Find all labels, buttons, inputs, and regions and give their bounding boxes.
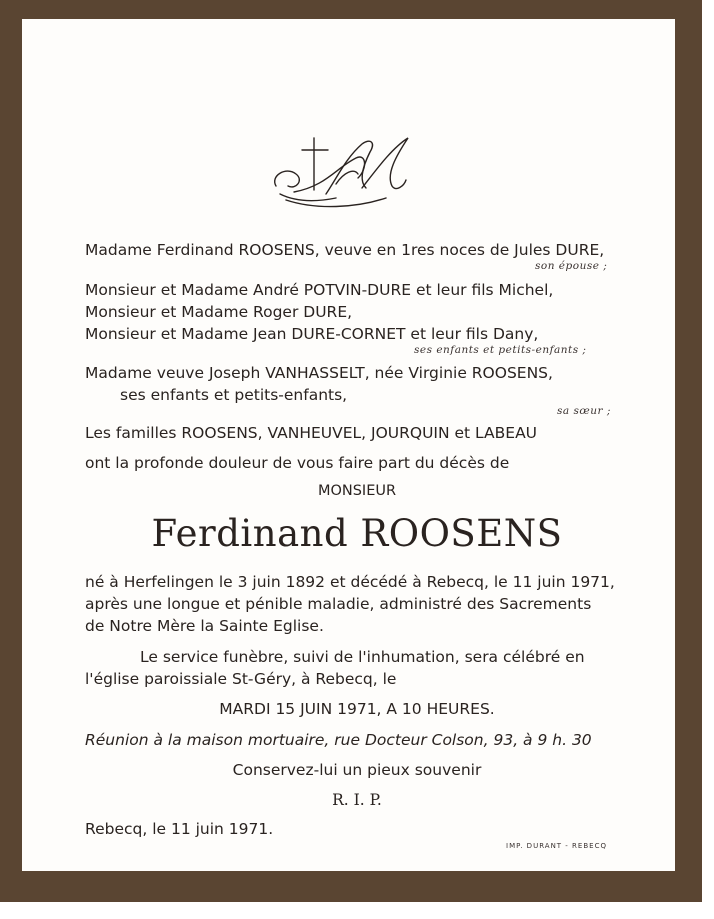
cross-m-monogram-icon [266, 128, 416, 220]
line-church: de Notre Mère la Sainte Eglise. [85, 617, 324, 635]
line-vanhasselt-children: ses enfants et petits-enfants, [120, 386, 348, 404]
honorific: MONSIEUR [317, 483, 397, 499]
line-service: Le service funèbre, suivi de l'inhumation, sera célébré en [140, 648, 585, 666]
line-roger-dure: Monsieur et Madame Roger DURE, [85, 303, 353, 321]
line-parish: l'église paroissiale St-Géry, à Rebecq, le [85, 670, 397, 688]
line-illness: après une longue et pénible maladie, administré des Sacrements [85, 595, 592, 613]
line-vanhasselt: Madame veuve Joseph VANHASSELT, née Virginie ROOSENS, [85, 364, 553, 382]
deceased-name: Ferdinand ROOSENS [151, 512, 563, 555]
role-sister: sa sœur ; [557, 405, 611, 417]
line-families: Les familles ROOSENS, VANHEUVEL, JOURQUIN et LABEAU [85, 424, 538, 442]
line-dure-cornet: Monsieur et Madame Jean DURE-CORNET et leur fils Dany, [85, 325, 539, 343]
line-place-date: Rebecq, le 11 juin 1971. [85, 820, 274, 838]
role-children: ses enfants et petits-enfants ; [414, 344, 587, 356]
line-rip: R. I. P. [332, 791, 382, 809]
printer-credit: IMP. DURANT - REBECQ [506, 842, 607, 850]
line-souvenir: Conservez-lui un pieux souvenir [232, 761, 482, 779]
service-date: MARDI 15 JUIN 1971, A 10 HEURES. [219, 700, 495, 718]
role-spouse: son épouse ; [535, 260, 608, 272]
line-potvin-dure: Monsieur et Madame André POTVIN-DURE et leur fils Michel, [85, 281, 554, 299]
line-widow: Madame Ferdinand ROOSENS, veuve en 1res noces de Jules DURE, [85, 241, 605, 259]
line-gathering: Réunion à la maison mortuaire, rue Docteur Colson, 93, à 9 h. 30 [85, 731, 592, 749]
line-announcement: ont la profonde douleur de vous faire part du décès de [85, 454, 510, 472]
line-birth-death: né à Herfelingen le 3 juin 1892 et décédé à Rebecq, le 11 juin 1971, [85, 573, 615, 591]
